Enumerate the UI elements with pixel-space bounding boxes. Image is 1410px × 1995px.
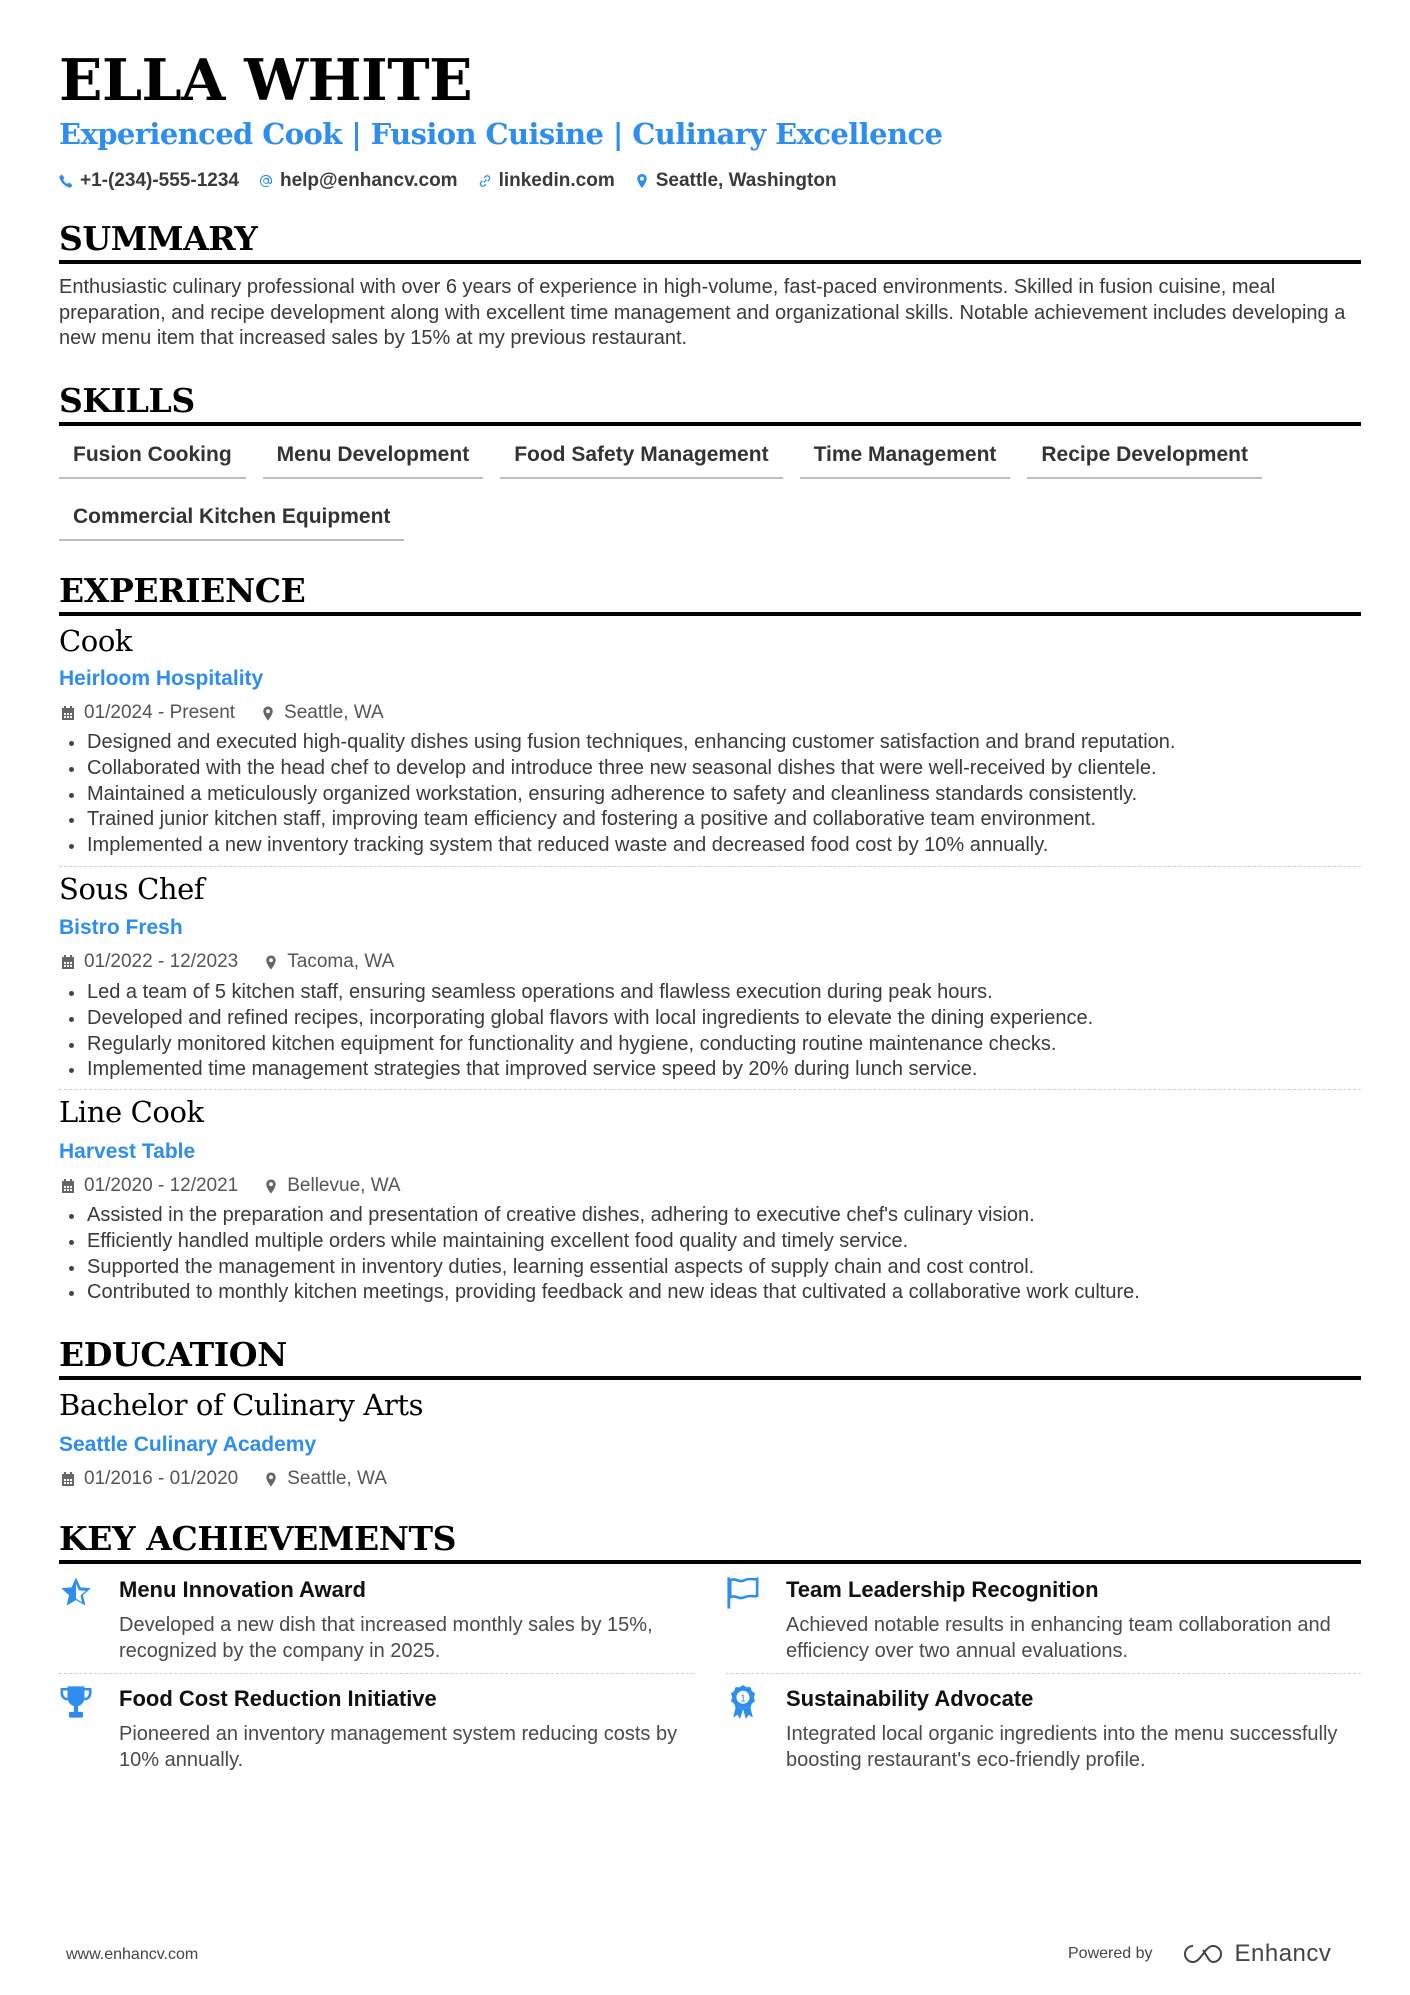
- candidate-headline: Experienced Cook | Fusion Cuisine | Culinary Excellence: [59, 117, 943, 151]
- education-dates: 01/2016 - 01/2020: [84, 1468, 239, 1489]
- svg-text:1: 1: [740, 1693, 746, 1705]
- bullet-item: Implemented a new inventory tracking system that reduced waste and decreased food cost by 10% annually.: [59, 833, 1361, 859]
- skills-list: [59, 437, 1369, 541]
- candidate-name: ELLA WHITE: [59, 47, 473, 114]
- job-meta: [61, 702, 384, 724]
- section-title-achievements: KEY ACHIEVEMENTS: [59, 1520, 1361, 1564]
- education-meta: [61, 1468, 387, 1490]
- achievement-desc: Developed a new dish that increased monthly sales by 15%, recognized by the company in 2025.: [119, 1614, 653, 1662]
- job-location: Bellevue, WA: [287, 1175, 401, 1196]
- job-bullets: [59, 1203, 1361, 1306]
- job-bullets: [59, 980, 1361, 1083]
- degree-title: Bachelor of Culinary Arts: [59, 1388, 424, 1422]
- contact-phone[interactable]: [59, 170, 239, 192]
- bullet-item: Assisted in the preparation and presentation of creative dishes, adhering to executive chef's culinary vision.: [59, 1203, 1361, 1229]
- calendar-icon: [61, 955, 75, 970]
- bullet-item: Trained junior kitchen staff, improving team efficiency and fostering a positive and collaborative team environment.: [59, 807, 1361, 833]
- bullet-item: Contributed to monthly kitchen meetings, providing feedback and new ideas that cultivated a collaborative work culture.: [59, 1280, 1361, 1306]
- email-text: help@enhancv.com: [279, 170, 458, 191]
- bullet-item: Maintained a meticulously organized workstation, ensuring adherence to safety and cleanliness standards consistently.: [59, 782, 1361, 808]
- job-title: Cook: [59, 624, 133, 658]
- skill-tag: Fusion Cooking: [59, 437, 246, 479]
- bullet-item: Implemented time management strategies that improved service speed by 20% during lunch service.: [59, 1057, 1361, 1083]
- link-icon: [478, 174, 492, 188]
- contact-link[interactable]: [478, 170, 615, 192]
- skill-tag: Food Safety Management: [500, 437, 782, 479]
- bullet-item: Collaborated with the head chef to develop and introduce three new seasonal dishes that were well-received by clientele.: [59, 756, 1361, 782]
- contact-location: [635, 170, 837, 192]
- contact-bar: [59, 170, 837, 192]
- phone-text: +1-(234)-555-1234: [80, 170, 239, 191]
- bullet-item: Led a team of 5 kitchen staff, ensuring seamless operations and flawless execution during peak hours.: [59, 980, 1361, 1006]
- achievement-desc: Integrated local organic ingredients into the menu successfully boosting restaurant's eco-friendly profile.: [786, 1723, 1338, 1771]
- achievement-title: Sustainability Advocate: [786, 1686, 1034, 1711]
- job-dates: 01/2020 - 12/2021: [84, 1175, 239, 1196]
- location-pin-icon: [635, 174, 649, 188]
- footer-website[interactable]: www.enhancv.com: [66, 1946, 199, 1963]
- star-icon: [59, 1575, 93, 1611]
- company-name: Harvest Table: [59, 1140, 196, 1163]
- job-dates: 01/2022 - 12/2023: [84, 951, 239, 972]
- powered-by-label: Powered by: [1068, 1945, 1153, 1962]
- location-pin-icon: [264, 955, 278, 970]
- at-icon: [259, 174, 273, 188]
- skill-tag: Commercial Kitchen Equipment: [59, 499, 404, 541]
- job-location: Seattle, WA: [284, 702, 384, 723]
- summary-text: Enthusiastic culinary professional with over 6 years of experience in high-volume, fast-paced environments. Skilled in fusion cuisine, meal preparation, and recipe development along with excellent time management and organizational skills. Notable achievement includes developing a new menu item that increased sales by 15% at my previous restaurant.: [59, 276, 1346, 349]
- job-meta: [61, 951, 394, 973]
- achievement-desc: Achieved notable results in enhancing team collaboration and efficiency over two annual evaluations.: [786, 1614, 1331, 1662]
- job-dates: 01/2024 - Present: [84, 702, 236, 723]
- location-pin-icon: [264, 1472, 278, 1487]
- section-title-skills: SKILLS: [59, 382, 1361, 426]
- location-text: Seattle, Washington: [655, 170, 837, 191]
- bullet-item: Efficiently handled multiple orders while maintaining excellent food quality and timely service.: [59, 1229, 1361, 1255]
- divider: [59, 1089, 1361, 1090]
- job-location: Tacoma, WA: [287, 951, 395, 972]
- achievement-title: Team Leadership Recognition: [786, 1577, 1099, 1602]
- divider: [59, 866, 1361, 867]
- job-title: Line Cook: [59, 1095, 204, 1129]
- job-meta: [61, 1175, 401, 1197]
- calendar-icon: [61, 706, 75, 721]
- bullet-item: Supported the management in inventory duties, learning essential aspects of supply chain and cost control.: [59, 1255, 1361, 1281]
- achievement-title: Menu Innovation Award: [119, 1577, 366, 1602]
- job-title: Sous Chef: [59, 872, 205, 906]
- footer-branding: [1068, 1940, 1331, 1968]
- school-name: Seattle Culinary Academy: [59, 1433, 317, 1456]
- company-name: Bistro Fresh: [59, 916, 183, 939]
- bullet-item: Designed and executed high-quality dishes using fusion techniques, enhancing customer satisfaction and brand reputation.: [59, 730, 1361, 756]
- trophy-icon: [59, 1684, 93, 1720]
- skill-tag: Menu Development: [263, 437, 484, 479]
- brand-name: Enhancv: [1234, 1940, 1332, 1967]
- enhancv-logo-icon: [1179, 1942, 1225, 1966]
- bullet-item: Developed and refined recipes, incorporating global flavors with local ingredients to elevate the dining experience.: [59, 1006, 1361, 1032]
- divider: [59, 1673, 694, 1674]
- section-title-education: EDUCATION: [59, 1336, 1361, 1380]
- section-title-experience: EXPERIENCE: [59, 572, 1361, 616]
- divider: [726, 1673, 1361, 1674]
- bullet-item: Regularly monitored kitchen equipment for functionality and hygiene, conducting routine maintenance checks.: [59, 1032, 1361, 1058]
- achievement-title: Food Cost Reduction Initiative: [119, 1686, 437, 1711]
- skill-tag: Recipe Development: [1027, 437, 1262, 479]
- flag-icon: [726, 1575, 760, 1611]
- location-pin-icon: [264, 1179, 278, 1194]
- link-text: linkedin.com: [498, 170, 615, 191]
- calendar-icon: [61, 1472, 75, 1487]
- job-bullets: [59, 730, 1361, 859]
- medal-icon: [726, 1684, 760, 1720]
- contact-email[interactable]: [259, 170, 458, 192]
- education-location: Seattle, WA: [287, 1468, 387, 1489]
- achievement-desc: Pioneered an inventory management system reducing costs by 10% annually.: [119, 1723, 678, 1771]
- enhancv-logo[interactable]: [1179, 1940, 1332, 1968]
- calendar-icon: [61, 1179, 75, 1194]
- location-pin-icon: [261, 706, 275, 721]
- skill-tag: Time Management: [800, 437, 1011, 479]
- phone-icon: [59, 174, 73, 188]
- company-name: Heirloom Hospitality: [59, 667, 264, 690]
- section-title-summary: SUMMARY: [59, 220, 1361, 264]
